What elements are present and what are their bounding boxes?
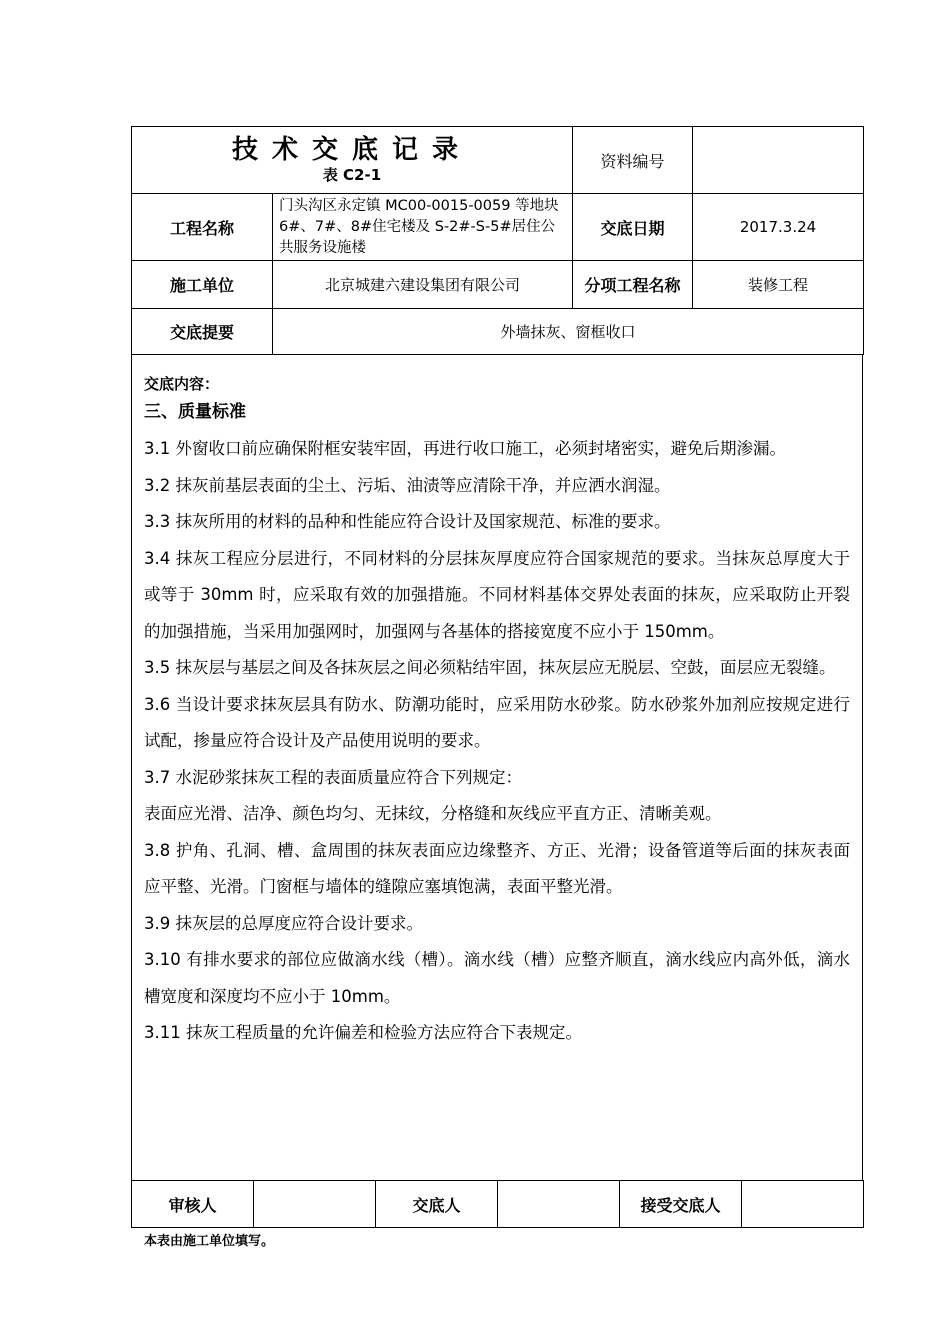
project-name-value: 门头沟区永定镇 MC00-0015-0059 等地块 6#、7#、8#住宅楼及 S-2#-S-5#居住公共服务设施楼 — [273, 194, 573, 261]
sub-project-label: 分项工程名称 — [573, 261, 693, 309]
paragraph-3-3: 3.3 抹灰所用的材料的品种和性能应符合设计及国家规范、标准的要求。 — [144, 512, 671, 531]
construction-unit-label: 施工单位 — [132, 261, 273, 309]
discloser-label: 交底人 — [376, 1181, 498, 1228]
receiver-label: 接受交底人 — [620, 1181, 742, 1228]
signature-table — [131, 1180, 864, 1228]
discloser-signature-field[interactable] — [498, 1181, 620, 1228]
construction-unit-value: 北京城建六建设集团有限公司 — [273, 261, 573, 309]
title-cell — [132, 127, 573, 194]
doc-no-label: 资料编号 — [573, 127, 693, 194]
disclosure-record-form — [131, 126, 863, 1228]
page-title: 技术交底记录 — [232, 135, 473, 165]
disclosure-date-label: 交底日期 — [573, 194, 693, 261]
section-heading: 三、质量标准 — [144, 402, 246, 422]
paragraph-3-5: 3.5 抹灰层与基层之间及各抹灰层之间必须粘结牢固，抹灰层应无脱层、空鼓，面层应无裂缝。 — [144, 658, 836, 677]
paragraph-3-11: 3.11 抹灰工程质量的允许偏差和检验方法应符合下表规定。 — [144, 1023, 582, 1042]
content-area — [131, 355, 863, 1180]
receiver-signature-field[interactable] — [742, 1181, 864, 1228]
doc-no-value — [693, 127, 864, 194]
paragraph-3-2: 3.2 抹灰前基层表面的尘土、污垢、油渍等应清除干净，并应洒水润湿。 — [144, 475, 671, 495]
paragraph-3-7: 3.7 水泥砂浆抹灰工程的表面质量应符合下列规定： — [144, 767, 522, 787]
paragraph-3-6: 3.6 当设计要求抹灰层具有防水、防潮功能时，应采用防水砂浆。防水砂浆外加剂应按规定进行试配，掺量应符合设计及产品使用说明的要求。 — [144, 694, 850, 750]
paragraph-3-10: 3.10 有排水要求的部位应做滴水线（槽）。滴水线（槽）应整齐顺直，滴水线应内高外低，滴水槽宽度和深度均不应小于 10mm。 — [144, 950, 850, 1006]
paragraph-3-8: 3.8 护角、孔洞、槽、盒周围的抹灰表面应边缘整齐、方正、光滑；设备管道等后面的抹灰表面应平整、光滑。门窗框与墙体的缝隙应塞填饱满，表面平整光滑。 — [144, 840, 850, 896]
content-title: 交底内容： — [144, 375, 220, 393]
form-note: 本表由施工单位填写。 — [144, 1234, 275, 1249]
reviewer-label: 审核人 — [132, 1181, 254, 1228]
summary-label: 交底提要 — [132, 309, 273, 355]
paragraph-3-9: 3.9 抹灰层的总厚度应符合设计要求。 — [144, 913, 423, 933]
paragraph-3-7-detail: 表面应光滑、洁净、颜色均匀、无抹纹，分格缝和灰线应平直方正、清晰美观。 — [144, 804, 722, 823]
paragraph-3-1: 3.1 外窗收口前应确保附框安装牢固，再进行收口施工，必须封堵密实，避免后期渗漏。 — [144, 439, 786, 458]
project-name-label: 工程名称 — [132, 194, 273, 261]
summary-value: 外墙抹灰、窗框收口 — [273, 309, 864, 355]
header-table — [131, 126, 864, 355]
reviewer-signature-field[interactable] — [254, 1181, 376, 1228]
form-number: 表 C2-1 — [322, 166, 382, 184]
paragraph-3-4: 3.4 抹灰工程应分层进行，不同材料的分层抹灰厚度应符合国家规范的要求。当抹灰总厚度大于或等于 30mm 时，应采取有效的加强措施。不同材料基体交界处表面的抹灰，应采取防止开裂的加强措施，当采用加强网时，加强网与各基体的搭接宽度不应小于 150mm。 — [144, 548, 850, 641]
disclosure-date-value: 2017.3.24 — [693, 194, 864, 261]
sub-project-value: 装修工程 — [693, 261, 864, 309]
